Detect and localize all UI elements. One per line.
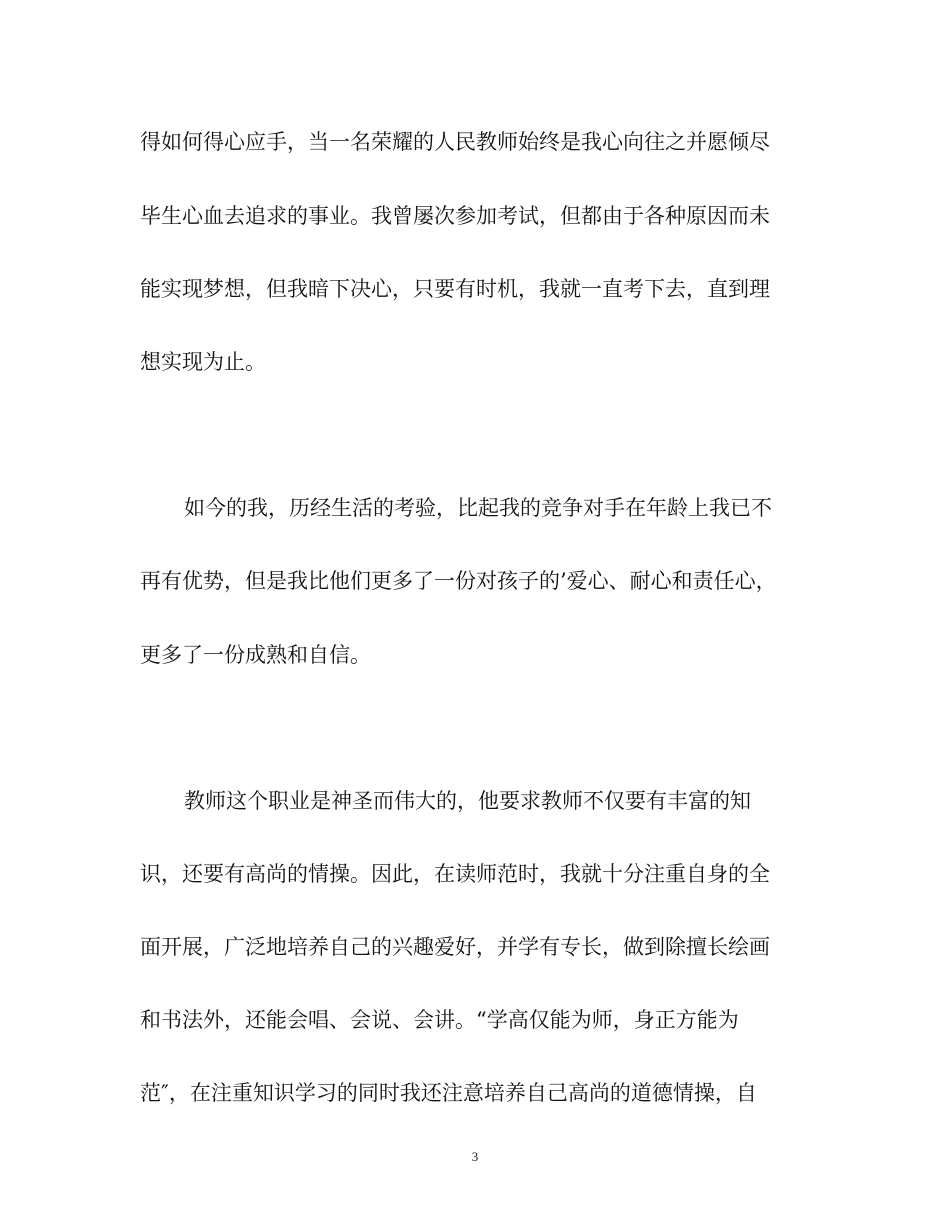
paragraph-2-line-1: 如今的我，历经生活的考验，比起我的竞争对手在年龄上我已不 xyxy=(184,496,772,520)
paragraph-1-line-4: 想实现为止。 xyxy=(140,350,266,374)
paragraph-3-line-3: 面开展，广泛地培养自己的兴趣爱好，并学有专长，做到除擅长绘画 xyxy=(140,935,770,959)
paragraph-2-line-2: 再有优势，但是我比他们更多了一份对孩子的’爱心、耐心和责任心， xyxy=(140,569,777,593)
paragraph-1-line-1: 得如何得心应手，当一名荣耀的人民教师始终是我心向往之并愿倾尽 xyxy=(140,130,770,154)
paragraph-3-line-4: 和书法外，还能会唱、会说、会讲。“学高仅能为师，身正方能为 xyxy=(140,1008,739,1032)
paragraph-3-line-1: 教师这个职业是神圣而伟大的，他要求教师不仅要有丰富的知 xyxy=(184,789,751,813)
paragraph-1-line-3: 能实现梦想，但我暗下决心，只要有时机，我就一直考下去，直到理 xyxy=(140,277,770,301)
page-number: 3 xyxy=(471,1149,479,1164)
paragraph-1-line-2: 毕生心血去追求的事业。我曾屡次参加考试，但都由于各种原因而未 xyxy=(140,204,770,228)
paragraph-3-line-5: 范″，在注重知识学习的同时我还注意培养自己高尚的道德情操，自 xyxy=(140,1081,757,1105)
paragraph-3-line-2: 识，还要有高尚的情操。因此，在读师范时，我就十分注重自身的全 xyxy=(140,862,770,886)
paragraph-2-line-3: 更多了一份成熟和自信。 xyxy=(140,643,371,667)
